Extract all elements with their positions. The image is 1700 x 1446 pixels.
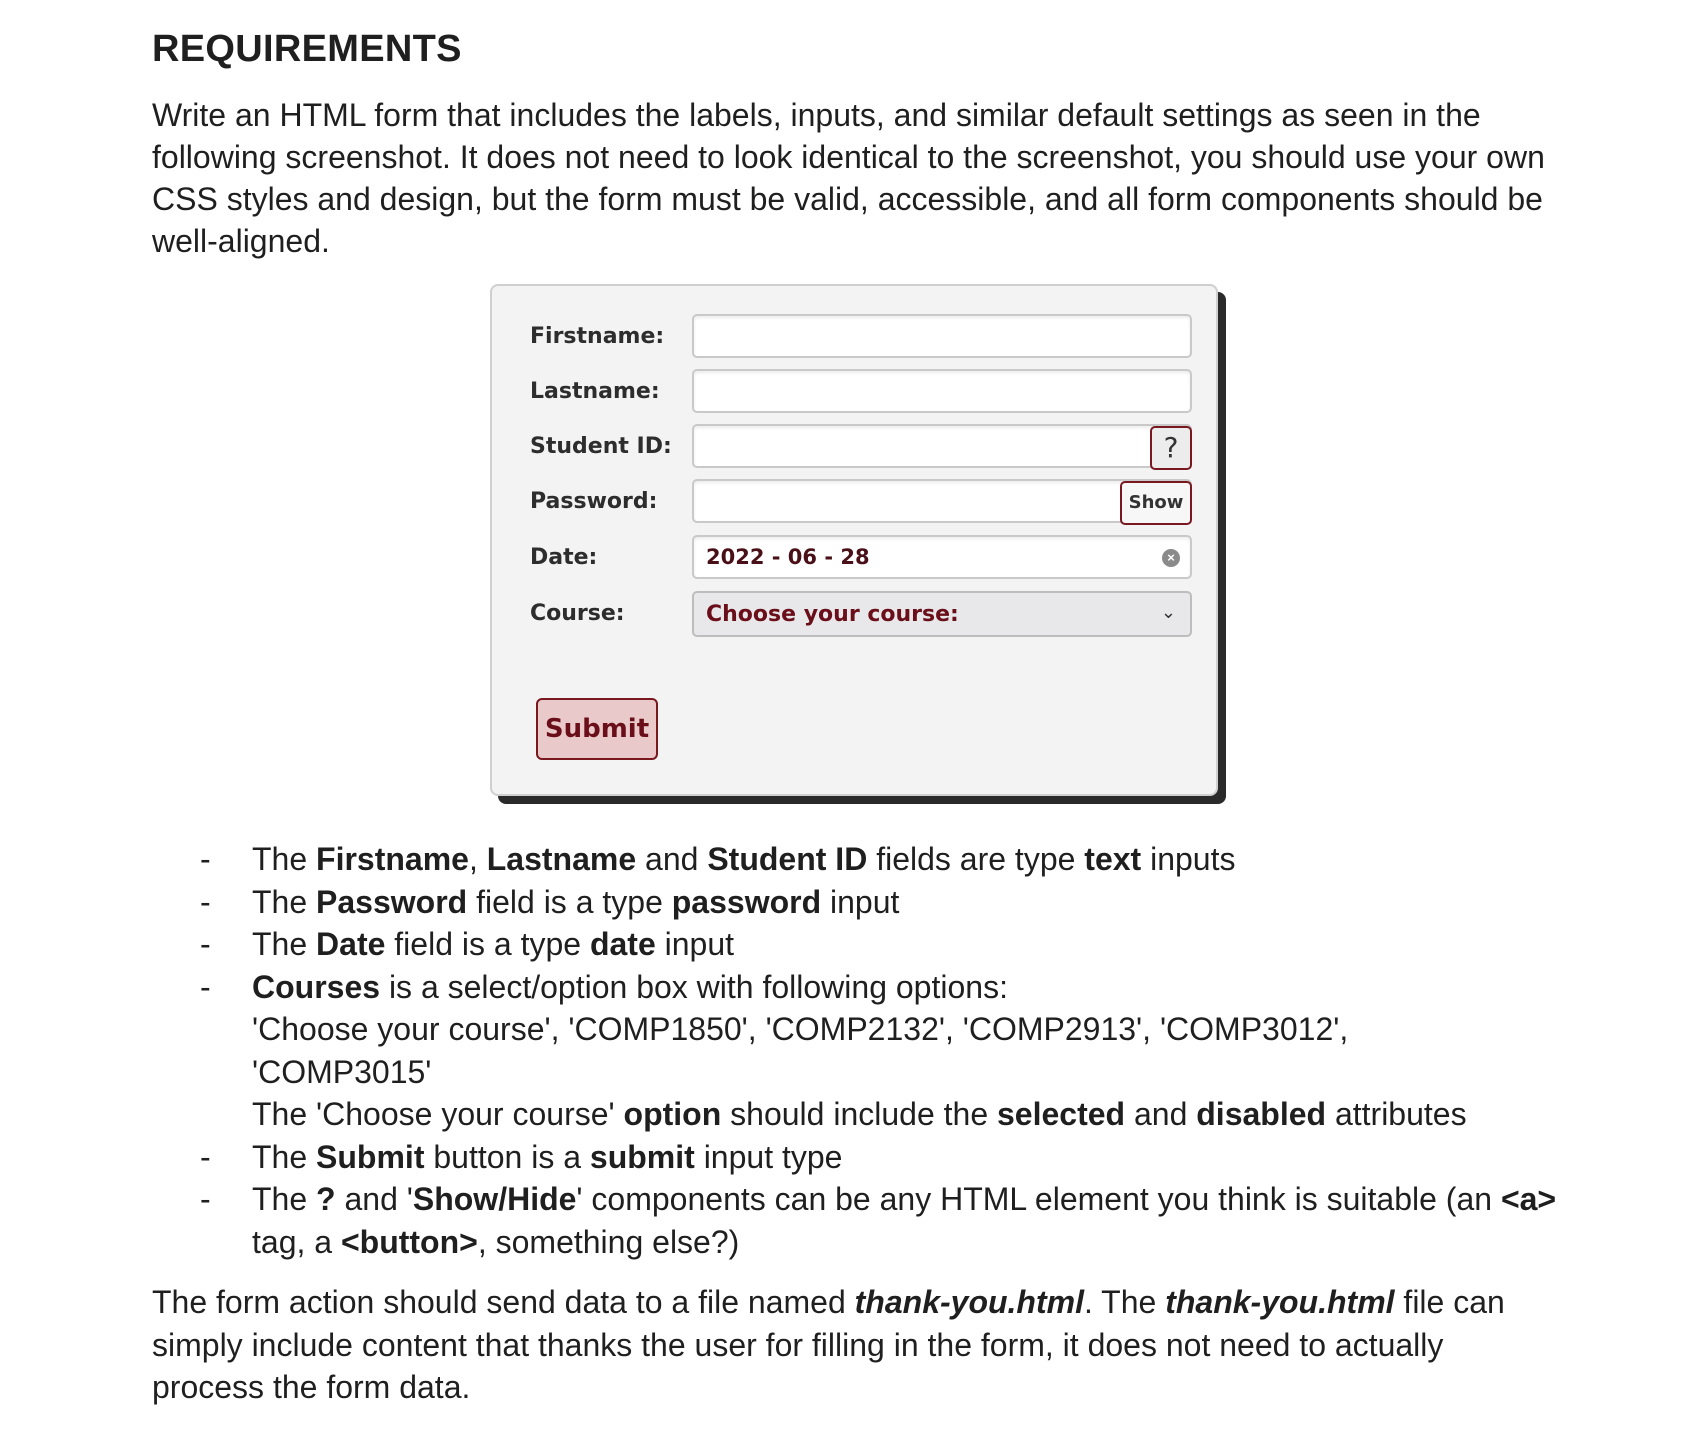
list-item: - The Firstname, Lastname and Student ID fields are type text inputs [200,841,1236,877]
date-input[interactable] [692,535,1192,579]
form-panel [490,284,1218,796]
lastname-label: Lastname: [530,379,660,404]
page-heading: REQUIREMENTS [152,28,462,70]
lastname-input[interactable] [692,369,1192,413]
intro-paragraph: Write an HTML form that includes the labels, inputs, and similar default settings as seen in the following screenshot. It does not need to look identical to the screenshot, you should use your own CSS styles and design, but the form must be valid, accessible, and all form components should be well-aligned. [152,97,1545,259]
lastname-row [520,369,1200,417]
password-row [520,479,1200,527]
firstname-row [520,314,1200,362]
chevron-down-icon: ⌄ [1160,602,1176,623]
password-label: Password: [530,489,658,514]
student-id-label: Student ID: [530,434,672,459]
course-options-line: 'Choose your course', 'COMP1850', 'COMP2132', 'COMP2913', 'COMP3012', [252,1011,1349,1047]
form-screenshot [482,278,1230,810]
firstname-input[interactable] [692,314,1192,358]
student-id-row [520,424,1200,472]
course-label: Course: [530,601,625,626]
help-button[interactable] [1150,426,1192,470]
course-row [520,591,1200,639]
date-label: Date: [530,545,598,570]
list-item: - The Password field is a type password input [200,883,900,920]
requirements-list [200,838,1560,1263]
course-select[interactable] [692,591,1192,637]
course-selected-value: Choose your course: [706,602,959,627]
date-row [520,535,1200,583]
clear-icon[interactable]: × [1162,549,1180,567]
firstname-label: Firstname: [530,324,665,349]
show-password-button[interactable]: Show [1120,481,1192,525]
course-options-line: 'COMP3015' [252,1053,432,1090]
list-item: - The Date field is a type date input [200,926,735,962]
outro-paragraph: The form action should send data to a file named thank-you.html. The thank-you.html file can simply include content that thanks the user for filling in the form, it does not need to actually process the form data. [152,1284,1505,1405]
course-note: The 'Choose your course' option should include the selected and disabled attributes [252,1096,1467,1132]
date-value: 2022 - 06 - 28 [706,545,870,569]
list-item: - Courses is a select/option box with following options: [200,968,1008,1005]
list-item: - The Submit button is a submit input type [200,1138,843,1175]
submit-button[interactable]: Submit [536,698,658,760]
student-id-input[interactable] [692,424,1192,468]
list-item: - The ? and 'Show/Hide' components can be any HTML element you think is suitable (an <a> tag, a <button>, something else?) [200,1181,1557,1260]
question-icon: ? [1163,431,1179,464]
password-input[interactable] [692,479,1192,523]
